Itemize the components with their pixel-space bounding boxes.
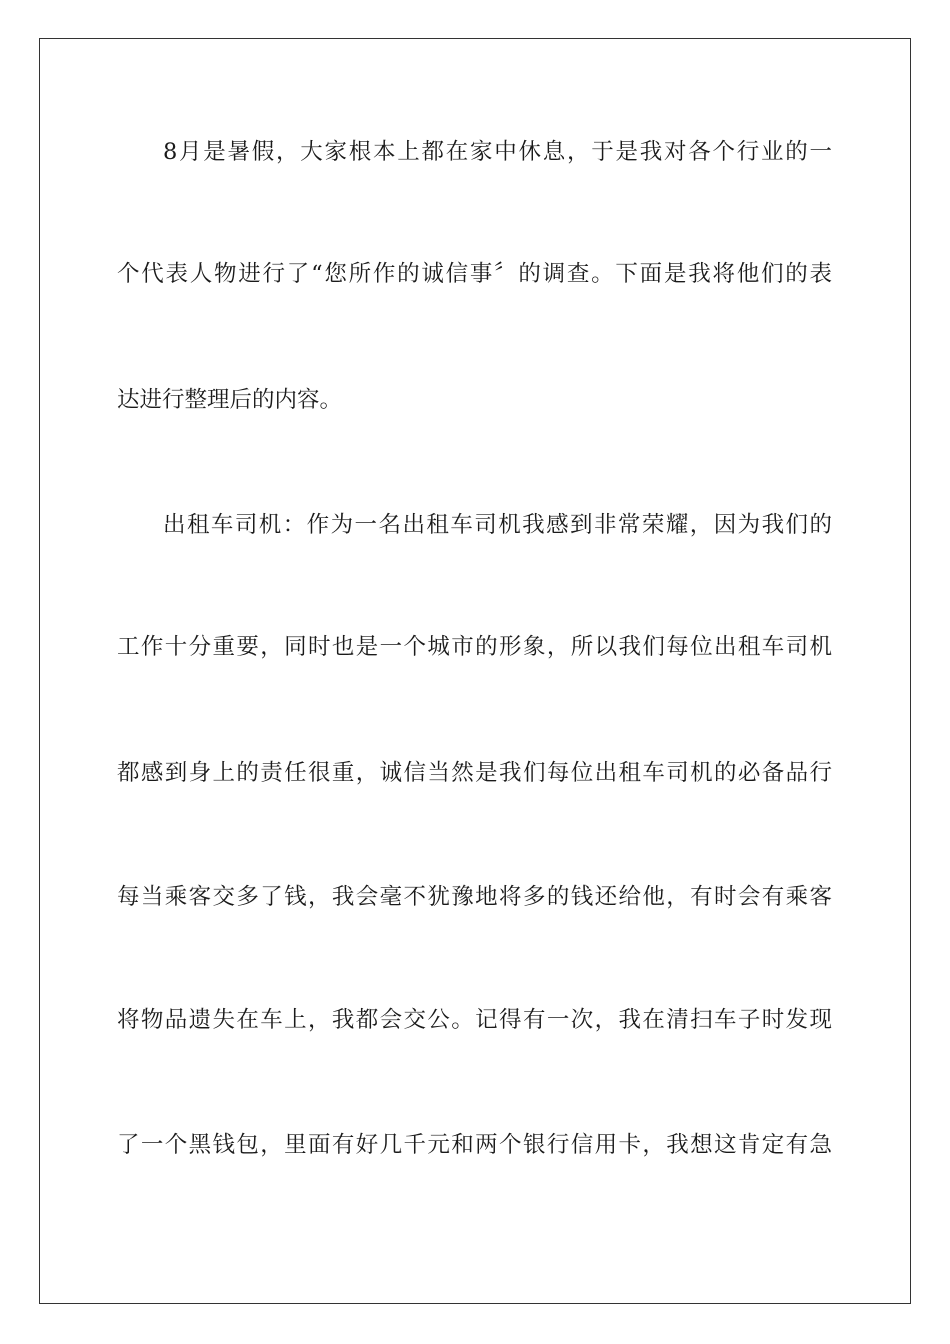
text-line: 将物品遗失在车上，我都会交公。记得有一次，我在清扫车子时发现 bbox=[117, 1007, 832, 1033]
text-line: 出租车司机：作为一名出租车司机我感到非常荣耀，因为我们的 bbox=[163, 512, 832, 538]
text-line: 达进行整理后的内容。 bbox=[117, 387, 343, 413]
text-line: 8月是暑假，大家根本上都在家中休息，于是我对各个行业的一 bbox=[163, 139, 832, 165]
text-line: 个代表人物进行了“您所作的诚信事〞的调查。下面是我将他们的表 bbox=[117, 261, 832, 287]
text-line: 每当乘客交多了钱，我会毫不犹豫地将多的钱还给他，有时会有乘客 bbox=[117, 884, 832, 910]
text-line: 工作十分重要，同时也是一个城市的形象，所以我们每位出租车司机 bbox=[117, 634, 832, 660]
text-line: 都感到身上的责任很重，诚信当然是我们每位出租车司机的必备品行 bbox=[117, 760, 832, 786]
page-border bbox=[39, 38, 911, 1304]
text-line: 了一个黑钱包，里面有好几千元和两个银行信用卡，我想这肯定有急 bbox=[117, 1132, 832, 1158]
